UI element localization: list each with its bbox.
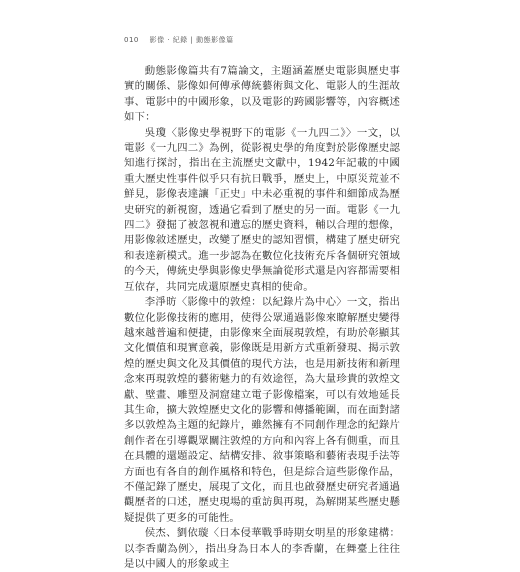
paragraph-li-jingfang: 李淨昉〈影像中的敦煌：以紀錄片為中心〉一文，指出數位化影像技術的應用，使得公眾通過影像來瞭解歷史變得越來越普遍和便捷，由影像來全面展現敦煌，有助於彰顯其文化價值和現實意義，影像既是用新方式重新發現、揭示敦煌的歷史與文化及其價值的現代方法，也是用新技術和新理念來再現敦煌的藝術魅力的有效途徑，為大量珍貴的敦煌文獻、壁畫、雕塑及洞窟建立電子影像檔案，可以有效地延長其生命，擴大敦煌歷史文化的影響和傳播範圍，而在面對諸多以敦煌為主題的紀錄片，雖然擁有不同創作理念的紀錄片創作者在引導觀眾關注敦煌的方向和內容上各有側重，而且在具體的還題設定、結構安排、敘事策略和藝術表現手法等方面也有各自的創作風格和特色，但是綜合這些影像作品，不僅記錄了歷史，展現了文化，而且也啟發歷史研究者通過觀歷者的口述，歷史現場的重訪與再現，為解開某些歷史懸疑提供了更多的可能性。 [124,296,400,524]
running-header [124,35,234,45]
paragraph-wu-qiong: 吳瓊〈影像史學視野下的電影《一九四二》〉一文，以電影《一九四二》為例，從影視史學的角度對於影像歷史認知進行探討，指出在主流歷史文獻中，1942年記載的中國重大歷史性事件似乎只有抗日戰爭，歷史上，中原災荒並不鮮見，影像表達讓「正史」中未必重視的事件和細節成為歷史研究的新視窗，透過它看到了歷史的另一面。電影《一九四二》發掘了被忽視和遺忘的歷史資料，輔以合理的想像，用影像敘述歷史，改變了歷史的認知習慣，構建了歷史研究和表達新模式。進一步認為在數位化技術充斥各個研究領域的今天，傳統史學與影像史學無論從形式還是內容都需要相互依存，共同完成還原歷史真相的使命。 [124,126,400,293]
body-text [124,64,400,572]
paragraph-intro: 動態影像篇共有7篇論文，主題涵蓋歷史電影與歷史事實的關係、影像如何傳承傳統藝術與文化、電影人的生涯故事、電影中的中國形象，以及電影的跨國影響等，內容概述如下： [124,65,400,124]
running-title: 影像 · 紀錄 | 動態影像篇 [149,36,234,44]
page-number: 010 [124,36,139,44]
paragraph-hou-jie: 侯杰、劉依璇〈日本侵華戰爭時期女明星的形象建構：以李香蘭為例〉，指出身為日本人的李香蘭，在舞臺上往往是以中國人的形象或主 [124,527,400,570]
